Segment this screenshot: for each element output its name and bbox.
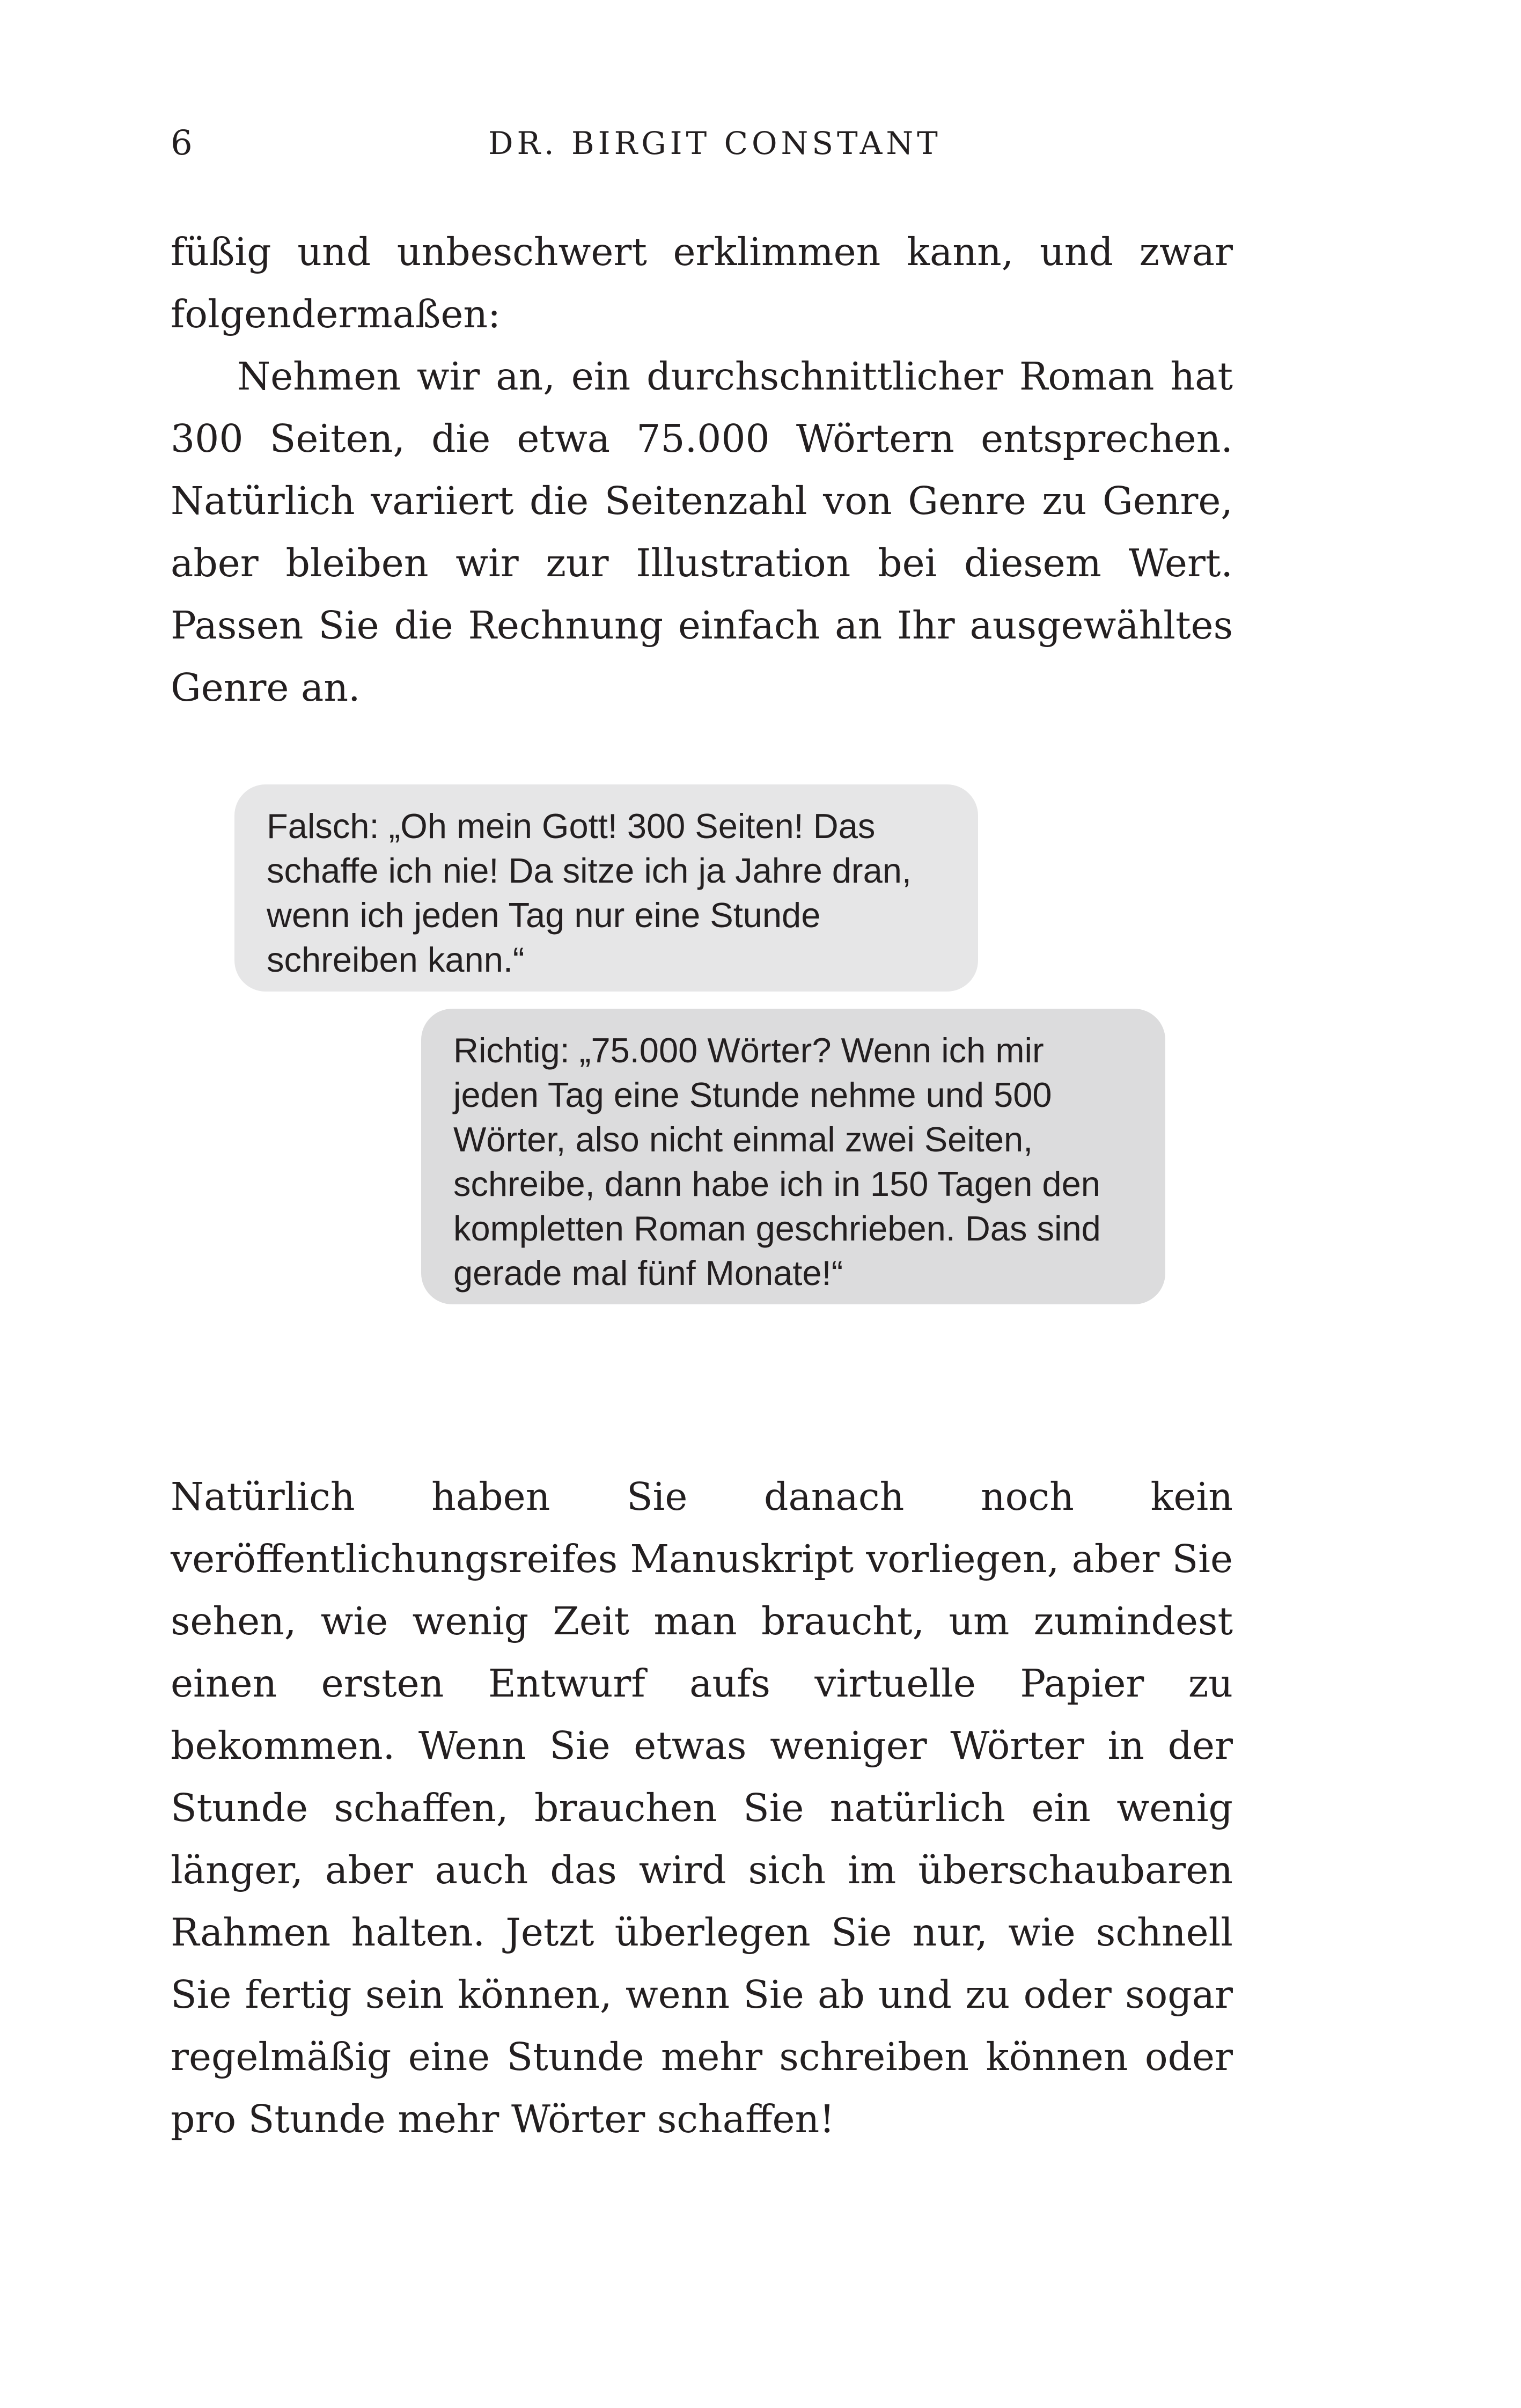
bubble-line: Richtig: „75.000 Wörter? Wenn ich mir (453, 1031, 1044, 1070)
running-title: DR. BIRGIT CONSTANT (488, 125, 942, 161)
bubble-line: schreibe, dann habe ich in 150 Tagen den (453, 1164, 1100, 1203)
bubble-line: schaffe ich nie! Da sitze ich ja Jahre dran, (267, 851, 912, 890)
speech-bubble-right (421, 1009, 1165, 1304)
bubble-line: kompletten Roman geschrieben. Das sind (453, 1209, 1101, 1248)
bubble-line: wenn ich jeden Tag nur eine Stunde (267, 895, 821, 935)
bubble-line: jeden Tag eine Stunde nehme und 500 (453, 1075, 1052, 1114)
paragraph-continued: füßig und unbeschwert erklimmen kann, und zwar folgendermaßen: (171, 230, 1233, 336)
bubble-line: schreiben kann.“ (267, 940, 525, 979)
running-head (171, 119, 1244, 167)
bubble-line: Wörter, also nicht einmal zwei Seiten, (453, 1120, 1033, 1159)
bubble-line: gerade mal fünf Monate!“ (453, 1253, 843, 1293)
speech-bubble-wrong (234, 784, 978, 992)
paragraph-example: Nehmen wir an, ein durchschnittlicher Roman hat 300 Seiten, die etwa 75.000 Wörtern entsprechen. Natürlich variiert die Seitenzahl von Genre zu Genre, aber bleiben wir zur Illustration bei diesem Wert. Passen Sie die Rechnung einfach an Ihr ausgewähltes Genre an. (171, 354, 1233, 710)
page-number: 6 (171, 123, 193, 163)
paragraph-conclusion: Natürlich haben Sie danach noch kein veröffentlichungsreifes Manuskript vorliegen, aber Sie sehen, wie wenig Zeit man braucht, um zumindest einen ersten Entwurf aufs virtuelle Papier zu bekommen. Wenn Sie etwas weniger Wörter in der Stunde schaffen, brauchen Sie natürlich ein wenig länger, aber auch das wird sich im überschaubaren Rahmen halten. Jetzt überlegen Sie nur, wie schnell Sie fertig sein können, wenn Sie ab und zu oder sogar regelmäßig eine Stunde mehr schreiben können oder pro Stunde mehr Wörter schaffen! (171, 1474, 1233, 2141)
bubble-line: Falsch: „Oh mein Gott! 300 Seiten! Das (267, 806, 876, 846)
